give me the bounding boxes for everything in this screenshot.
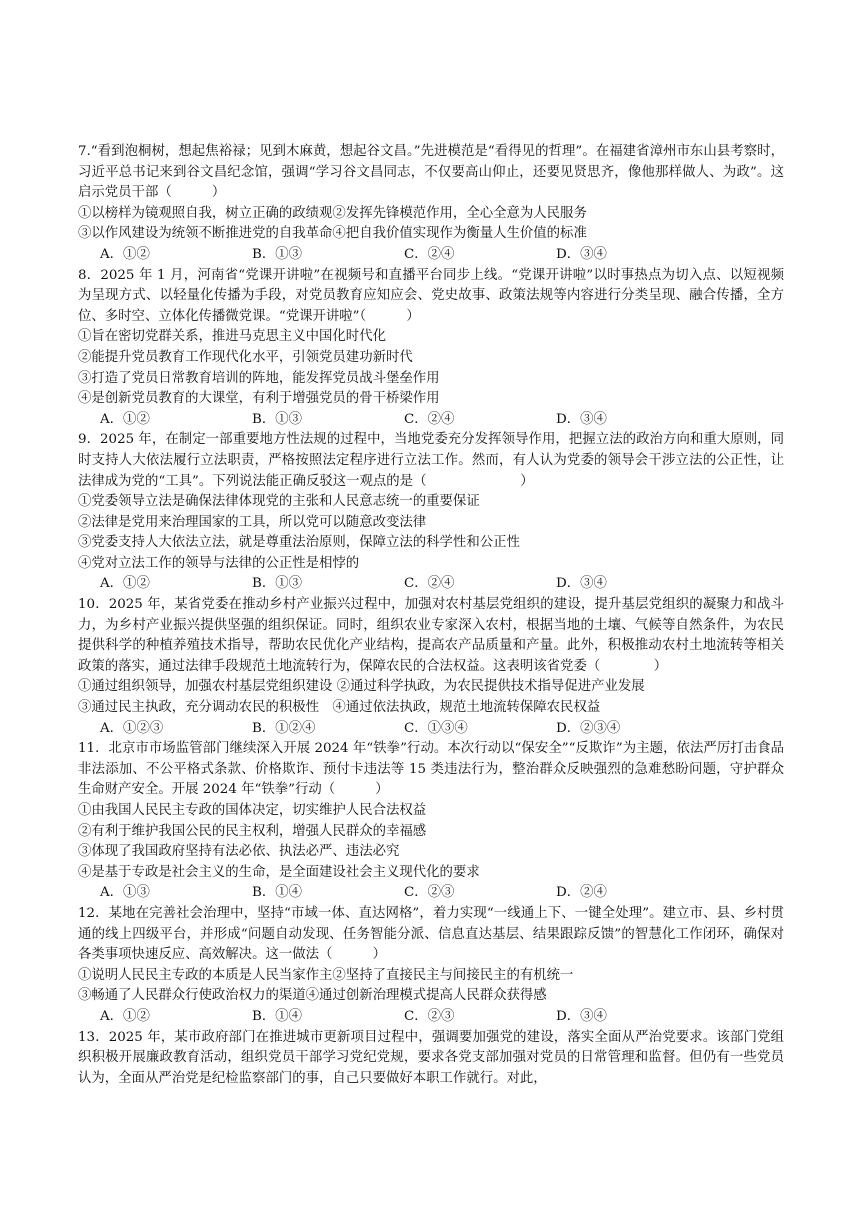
choice-c[interactable]: C．②③ [404,1008,455,1024]
statement-line: ②有利于维护我国公民的民主权利，增强人民群众的幸福感 [78,823,427,839]
choice-row [78,1007,784,1028]
question-stem: 7.“看到泡桐树，想起焦裕禄；见到木麻黄，想起谷文昌。”先进模范是“看得见的哲理”。在福建省漳州市东山县考察时，习近平总书记来到谷文昌纪念馆，强调“学习谷文昌同志，不仅要高山仰止，还要见贤思齐，像他那样做人、为政”。这启示党员干部（ ） [78,144,784,201]
statement-line: ③党委支持人大依法立法，就是尊重法治原则，保障立法的科学性和公正性 [78,535,520,551]
statement-line: ①说明人民民主专政的本质是人民当家作主②坚持了直接民主与间接民主的有机统一 [78,967,574,983]
question-stem: 13．2025 年，某市政府部门在推进城市更新项目过程中，强调要加强党的建设，落实全面从严治党要求。该部门党组织积极开展廉政教育活动，组织党员干部学习党纪党规，要求各党支部加强对党员的日常管理和监督。但仍有一些党员认为，全面从严治党是纪检监察部门的事，自己只要做好本职工作就行。对此， [78,1029,784,1086]
choice-row [78,410,784,431]
question-9 [78,430,784,595]
question-stem: 12．某地在完善社会治理中，坚持“市域一体、直达网格”，着力实现“一线通上下、一键全处理”。建立市、县、乡村贯通的线上四级平台，并形成“问题自动发现、任务智能分派、信息直达基层、结果跟踪反馈”的智慧化工作闭环，确保对各类事项快速反应、高效解决。这一做法（ ） [78,905,784,963]
choice-a[interactable]: A．①② [100,411,150,427]
choice-d[interactable]: D．③④ [556,1008,607,1024]
statement-line: ③体现了我国政府坚持有法必依、执法必严、违法必究 [78,844,400,860]
choice-d[interactable]: D．②④ [556,885,607,901]
statement-line: ④党对立法工作的领导与法律的公正性是相悖的 [78,555,360,571]
question-7 [78,142,784,266]
choice-b[interactable]: B．①③ [252,246,303,262]
question-stem: 10．2025 年，某省党委在推动乡村产业振兴过程中，加强对农村基层党组织的建设，提升基层党组织的凝聚力和战斗力，为乡村产业振兴提供坚强的组织保证。同时，组织农业专家深入农村，根据当地的土壤、气候等自然条件，为农民提供科学的种植养殖技术指导，帮助农民优化产业结构，提高农产品质量和产量。此外，积极推动农村土地流转等相关政策的落实，通过法律手段规范土地流转行为，保障农民的合法权益。这表明该省党委（ ） [78,597,784,674]
question-10 [78,595,784,739]
statement-line: ③打造了党员日常教育培训的阵地，能发挥党员战斗堡垒作用 [78,370,440,386]
choice-b[interactable]: B．①③ [252,411,303,427]
choice-a[interactable]: A．①③ [100,885,150,901]
choice-b[interactable]: B．①③ [252,576,303,592]
question-stem: 9．2025 年，在制定一部重要地方性法规的过程中，当地党委充分发挥领导作用，把握立法的政治方向和重大原则，同时支持人大依法履行立法职责，严格按照法定程序进行立法工作。然而，有人认为党委的领导会干涉立法的公正性，让法律成为党的“工具”。下列说法能正确反驳这一观点的是（ ） [78,432,784,489]
choice-c[interactable]: C．②④ [404,411,455,427]
exam-page [78,142,784,1089]
statement-line: ④是基于专政是社会主义的生命，是全面建设社会主义现代化的要求 [78,864,480,880]
question-stem: 11．北京市市场监管部门继续深入开展 2024 年“铁拳”行动。本次行动以“保安全”“反欺诈”为主题，依法严厉打击食品非法添加、不公平格式条款、价格欺诈、预付卡违法等 15 类违法行为，整治群众反映强烈的急难愁盼问题，守护群众生命财产安全。开展 2024 年“铁拳”行动（ ） [78,741,784,798]
choice-c[interactable]: C．①③④ [404,720,468,736]
choice-b[interactable]: B．①②④ [252,720,316,736]
statement-line: ④是创新党员教育的大课堂，有利于增强党员的骨干桥梁作用 [78,391,440,407]
question-13 [78,1028,784,1090]
choice-a[interactable]: A．①②③ [100,720,164,736]
choice-b[interactable]: B．①④ [252,885,303,901]
statement-line: ③畅通了人民群众行使政治权力的渠道④通过创新治理模式提高人民群众获得感 [78,988,547,1004]
question-stem: 8．2025 年 1 月，河南省“党课开讲啦”在视频号和直播平台同步上线。“党课开讲啦”以时事热点为切入点、以短视频为呈现方式、以轻量化传播为手段，对党员教育应知应会、党史故事、政策法规等内容进行分类呈现、融合传播，全方位、多时空、立体化传播微党课。“党课开讲啦”（ ） [78,267,784,324]
choice-d[interactable]: D．③④ [556,411,607,427]
statement-line: ③以作风建设为统领不断推进党的自我革命④把自我价值实现作为衡量人生价值的标准 [78,226,587,242]
statement-line: ①以榜样为镜观照自我，树立正确的政绩观②发挥先锋模范作用，全心全意为人民服务 [78,205,587,221]
statement-line: ①通过组织领导，加强农村基层党组织建设 ②通过科学执政，为农民提供技术指导促进产业发展 [78,679,645,695]
choice-d[interactable]: D．②③④ [556,720,621,736]
choice-row [78,245,784,266]
choice-d[interactable]: D．③④ [556,576,607,592]
statement-line: ②法律是党用来治理国家的工具，所以党可以随意改变法律 [78,514,427,530]
choice-row [78,574,784,595]
choice-a[interactable]: A．①② [100,246,150,262]
question-12 [78,904,784,1028]
statement-line: ①党委领导立法是确保法律体现党的主张和人民意志统一的重要保证 [78,494,480,510]
choice-a[interactable]: A．①② [100,1008,150,1024]
choice-b[interactable]: B．①④ [252,1008,303,1024]
question-11 [78,739,784,904]
choice-c[interactable]: C．②④ [404,576,455,592]
statement-line: ③通过民主执政，充分调动农民的积极性 ④通过依法执政，规范土地流转保障农民权益 [78,700,601,716]
statement-line: ①由我国人民民主专政的国体决定，切实维护人民合法权益 [78,803,427,818]
statement-line: ②能提升党员教育工作现代化水平，引领党员建功新时代 [78,349,413,365]
statement-line: ①旨在密切党群关系，推进马克思主义中国化时代化 [78,329,386,345]
choice-row [78,719,784,740]
choice-d[interactable]: D．③④ [556,246,607,262]
choice-a[interactable]: A．①② [100,576,150,592]
choice-row [78,883,784,904]
choice-c[interactable]: C．②④ [404,246,455,262]
question-8 [78,266,784,431]
choice-c[interactable]: C．②③ [404,885,455,901]
